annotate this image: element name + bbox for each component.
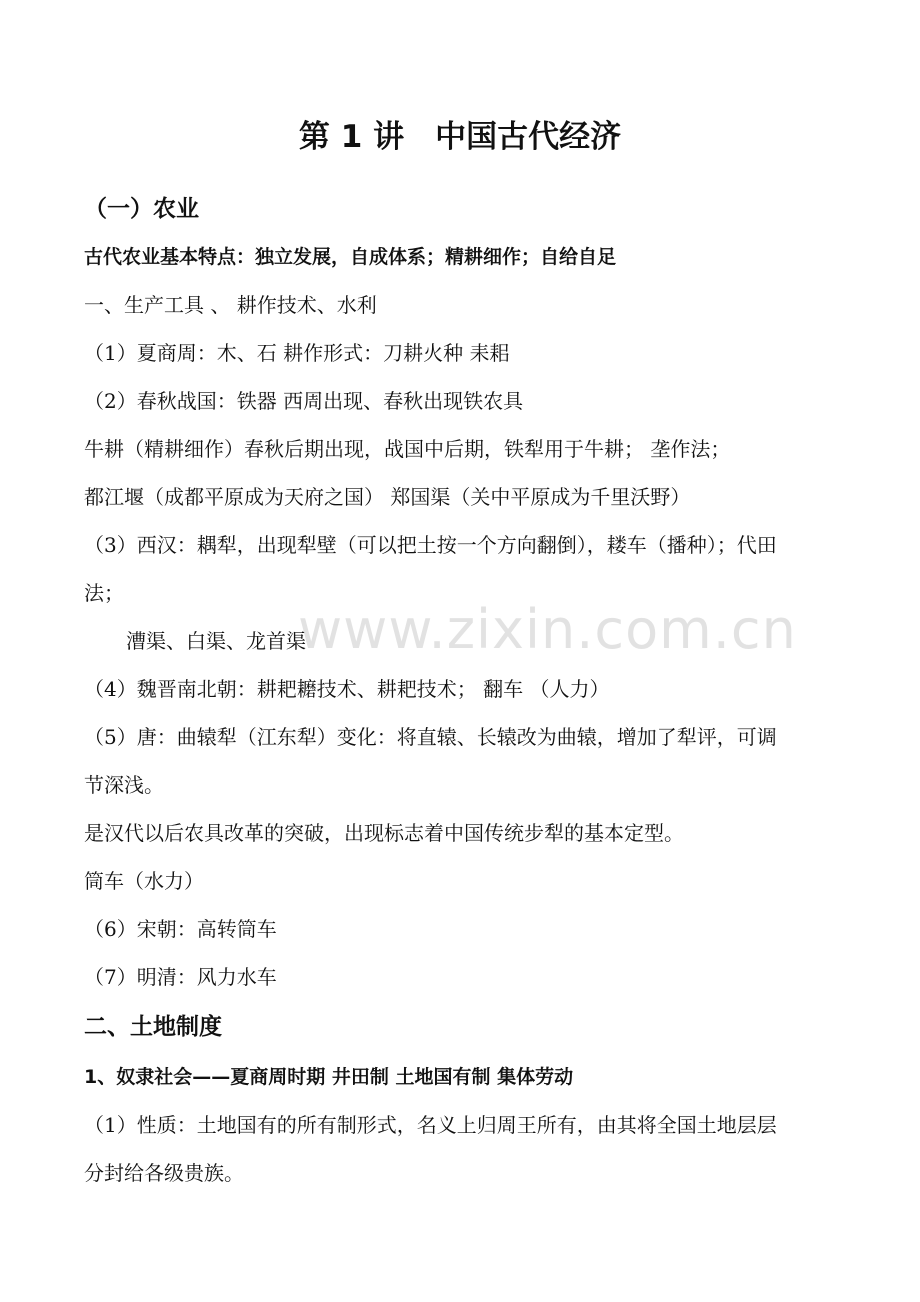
- text-line: 是汉代以后农具改革的突破，出现标志着中国传统步犁的基本定型。: [84, 821, 684, 845]
- land-subheading: 1、奴隶社会——夏商周时期 井田制 土地国有制 集体劳动: [84, 1066, 574, 1088]
- tools-heading: 一、生产工具 、 耕作技术、水利: [84, 293, 377, 317]
- text-line: （1）性质：土地国有的所有制形式，名义上归周王所有，由其将全国土地层层: [84, 1113, 777, 1137]
- text-line: 节深浅。: [84, 773, 164, 797]
- text-line: 法；: [84, 581, 124, 605]
- text-line: 牛耕（精耕细作）春秋后期出现，战国中后期，铁犁用于牛耕； 垄作法；: [84, 437, 731, 461]
- text-line: （3）西汉：耦犁，出现犁壁（可以把土按一个方向翻倒），耧车（播种）；代田: [84, 533, 777, 557]
- text-line: （1）夏商周：木、石 耕作形式：刀耕火种 耒耜: [84, 341, 510, 365]
- page-title: 第 1 讲 中国古代经济: [298, 119, 622, 155]
- text-line: （7）明清：风力水车: [84, 965, 277, 989]
- text-line: 分封给各级贵族。: [84, 1161, 244, 1185]
- text-line: 都江堰（成都平原成为天府之国） 郑国渠（关中平原成为千里沃野）: [84, 485, 691, 509]
- section-heading-agriculture: （一）农业: [84, 196, 199, 222]
- text-line: （5）唐：曲辕犁（江东犁）变化：将直辕、长辕改为曲辕，增加了犁评，可调: [84, 725, 777, 749]
- watermark: www.zixin.com.cn: [298, 598, 797, 661]
- text-line: （4）魏晋南北朝：耕耙耱技术、耕耙技术； 翻车 （人力）: [84, 677, 610, 701]
- text-line: （2）春秋战国：铁器 西周出现、春秋出现铁农具: [84, 389, 524, 413]
- text-line: 漕渠、白渠、龙首渠: [126, 629, 306, 653]
- section-heading-land: 二、土地制度: [84, 1014, 222, 1040]
- agriculture-features: 古代农业基本特点：独立发展，自成体系；精耕细作；自给自足: [84, 246, 617, 268]
- text-line: （6）宋朝：高转筒车: [84, 917, 277, 941]
- text-line: 筒车（水力）: [84, 869, 204, 893]
